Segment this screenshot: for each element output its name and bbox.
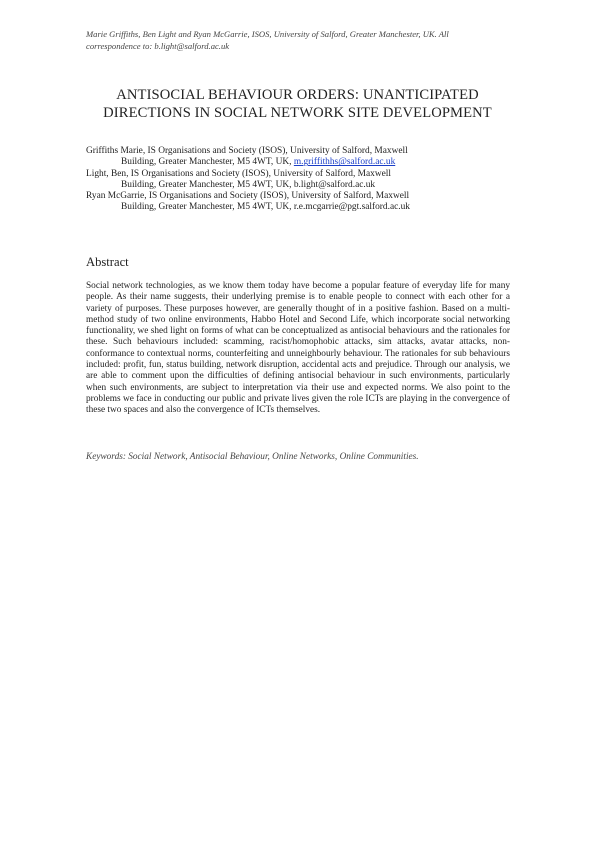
running-header-line-1: Marie Griffiths, Ben Light and Ryan McGarrie, ISOS, University of Salford, Greater Manchester, UK. All	[86, 29, 449, 39]
author-address	[86, 157, 526, 168]
abstract-body: Social network technologies, as we know them today have become a popular feature of everyday life for many people. As their name suggests, their underlying premise is to enable people to connect with each other for a variety of purposes. These purposes however, are generally thought of in a positive fashion. Based on a multi-method study of two online environments, Habbo Hotel and Second Life, which incorporate social networking functionality, we shed light on forms of what can be conceptualized as antisocial behaviours and the rationales for these. Such behaviours included: scamming, racist/homophobic attacks, sim attacks, avatar attacks, non-conformance to contextual norms, counterfeiting and unneighbourly behaviour. The rationales for sub behaviours included: profit, fun, status building, network disruption, accidental acts and prejudice. Through our analysis, we are able to comment upon the difficulties of defining antisocial behaviour in such environments, particularly when such environments, are subject to interpretation via their use and expected norms. We also point to the problems we face in conducting our public and private lives given the role ICTs are playing in the convergence of these two spaces and also the convergence of ICTs themselves.	[86, 281, 510, 416]
author-entry-mcgarrie	[86, 191, 526, 214]
author-address	[86, 180, 526, 191]
author-email-link[interactable]: m.griffithhs@salford.ac.uk	[293, 157, 396, 168]
author-list	[86, 146, 526, 214]
author-affiliation: Light, Ben, IS Organisations and Society (ISOS), University of Salford, Maxwell	[86, 168, 391, 179]
author-address-text: Building, Greater Manchester, M5 4WT, UK,	[121, 179, 294, 190]
author-affiliation: Ryan McGarrie, IS Organisations and Society (ISOS), University of Salford, Maxwell	[86, 191, 410, 202]
paper-title-line-2: DIRECTIONS IN SOCIAL NETWORK SITE DEVELOPMENT	[103, 105, 492, 121]
author-address-text: Building, Greater Manchester, M5 4WT, UK,	[121, 202, 294, 213]
running-header-line-2: correspondence to: b.light@salford.ac.uk	[86, 41, 230, 51]
author-entry-griffiths	[86, 146, 526, 169]
author-email: b.light@salford.ac.uk	[293, 179, 376, 190]
paper-title	[86, 86, 509, 122]
author-entry-light	[86, 169, 526, 192]
author-affiliation: Griffiths Marie, IS Organisations and Society (ISOS), University of Salford, Maxwell	[86, 146, 408, 156]
author-address-text: Building, Greater Manchester, M5 4WT, UK,	[121, 157, 294, 168]
paper-title-line-1: ANTISOCIAL BEHAVIOUR ORDERS: UNANTICIPATED	[116, 87, 479, 103]
author-address	[86, 202, 526, 213]
keywords-line: Keywords: Social Network, Antisocial Behaviour, Online Networks, Online Communities.	[86, 452, 419, 462]
author-email: r.e.mcgarrie@pgt.salford.ac.uk	[293, 202, 410, 213]
abstract-heading: Abstract	[86, 255, 129, 269]
running-header	[86, 28, 526, 52]
